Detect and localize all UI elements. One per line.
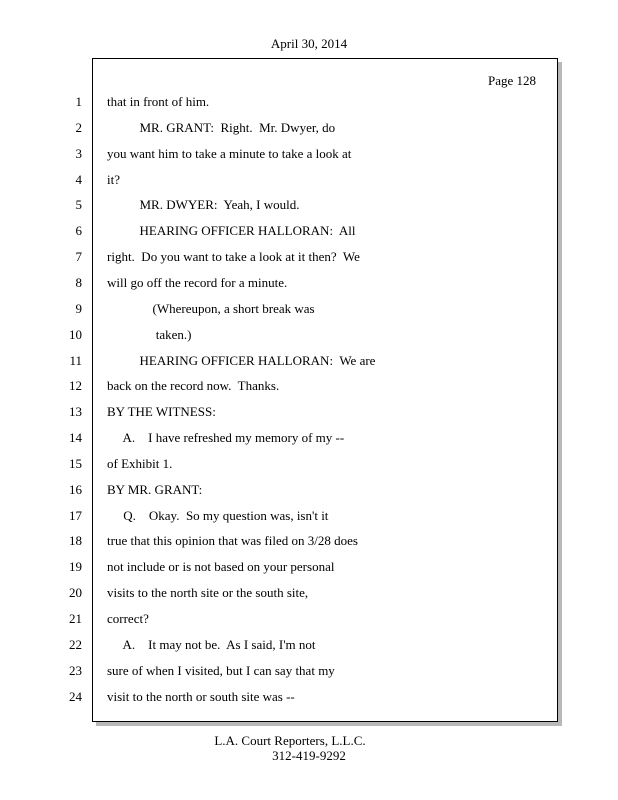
line-text: back on the record now. Thanks. — [107, 378, 280, 393]
line-text: BY THE WITNESS: — [107, 404, 216, 419]
line-number: 24 — [69, 689, 82, 704]
line-number: 22 — [69, 637, 82, 652]
line-number: 8 — [75, 275, 82, 290]
reporter-company: L.A. Court Reporters, L.L.C. — [214, 733, 366, 748]
line-text: you want him to take a minute to take a look at — [107, 146, 352, 161]
line-number: 21 — [69, 611, 82, 626]
line-text: right. Do you want to take a look at it then? We — [107, 249, 360, 264]
line-text: will go off the record for a minute. — [107, 275, 288, 290]
line-number: 2 — [75, 120, 82, 135]
line-text: MR. GRANT: Right. Mr. Dwyer, do — [107, 120, 336, 135]
line-text: A. It may not be. As I said, I'm not — [107, 637, 316, 652]
line-text: correct? — [107, 611, 149, 626]
line-number: 16 — [69, 482, 82, 497]
line-number: 15 — [69, 456, 82, 471]
reporter-phone: 312-419-9292 — [272, 748, 346, 763]
line-text: (Whereupon, a short break was — [107, 301, 315, 316]
line-text: visits to the north site or the south site, — [107, 585, 309, 600]
line-number: 4 — [75, 172, 82, 187]
line-text: A. I have refreshed my memory of my -- — [107, 430, 345, 445]
line-text: of Exhibit 1. — [107, 456, 173, 471]
line-number: 3 — [75, 146, 82, 161]
line-number: 7 — [75, 249, 82, 264]
line-number: 5 — [75, 197, 82, 212]
line-text: it? — [107, 172, 120, 187]
line-text: visit to the north or south site was -- — [107, 689, 295, 704]
line-number: 6 — [75, 223, 82, 238]
line-number: 23 — [69, 663, 82, 678]
line-number: 18 — [69, 533, 82, 548]
line-text: BY MR. GRANT: — [107, 482, 203, 497]
line-number: 11 — [69, 353, 82, 368]
line-text: HEARING OFFICER HALLORAN: We are — [107, 353, 376, 368]
line-number: 13 — [69, 404, 82, 419]
page-number: Page 128 — [487, 73, 536, 88]
line-number: 20 — [69, 585, 82, 600]
transcript-date: April 30, 2014 — [270, 36, 348, 51]
line-text: not include or is not based on your personal — [107, 559, 335, 574]
line-text: taken.) — [107, 327, 192, 342]
line-number: 12 — [69, 378, 82, 393]
line-text: true that this opinion that was filed on 3/28 does — [107, 533, 358, 548]
line-text: Q. Okay. So my question was, isn't it — [107, 508, 329, 523]
line-number: 14 — [69, 430, 82, 445]
line-text: MR. DWYER: Yeah, I would. — [107, 197, 300, 212]
line-text: sure of when I visited, but I can say that my — [107, 663, 335, 678]
line-number: 10 — [69, 327, 82, 342]
line-number: 19 — [69, 559, 82, 574]
line-number: 1 — [75, 94, 82, 109]
line-text: that in front of him. — [107, 94, 210, 109]
line-number: 9 — [75, 301, 82, 316]
line-number: 17 — [69, 508, 82, 523]
line-text: HEARING OFFICER HALLORAN: All — [107, 223, 356, 238]
